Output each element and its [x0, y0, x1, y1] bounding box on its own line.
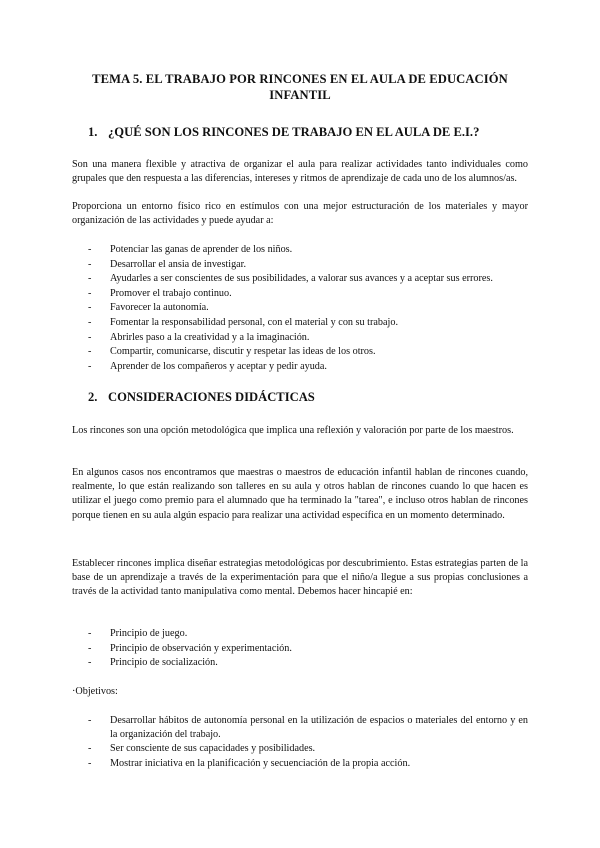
list-item: - Promover el trabajo continuo. — [88, 287, 528, 302]
section-1-bullet-list — [88, 243, 528, 374]
section-1-heading — [88, 124, 479, 140]
section-2-paragraph-3: Establecer rincones implica diseñar estrategias metodológicas por descubrimiento. Estas estrategias parten de la base de un aprendizaje a través de la experimentación para que el niño/a llegue a sus propias conclusiones a través de la actividad tanto manipulativa como mental. Debemos hacer hincapié en: — [72, 558, 528, 598]
list-item: - Fomentar la responsabilidad personal, con el material y con su trabajo. — [88, 316, 528, 331]
list-item: - Desarrollar el ansia de investigar. — [88, 258, 528, 273]
list-item: - Desarrollar hábitos de autonomía personal en la utilización de espacios o materiales del entorno y en la organización del trabajo. — [88, 714, 528, 742]
list-item: - Aprender de los compañeros y aceptar y pedir ayuda. — [88, 360, 528, 375]
section-2-paragraph-1: Los rincones son una opción metodológica que implica una reflexión y valoración por parte de los maestros. — [72, 425, 514, 436]
section-2-heading — [88, 389, 315, 405]
list-item: - Ser consciente de sus capacidades y posibilidades. — [88, 742, 528, 756]
section-2-paragraph-2: En algunos casos nos encontramos que maestras o maestros de educación infantil hablan de rincones cuando, realmente, lo que están realizando son talleres en su aula y otros hablan de rincones cuando lo que hacen es utilizar el juego como premio para el alumnado que ha terminado la "tarea", e incluso otros hablan de rincones porque tienen en su aula algún espacio para realizar una actividad específica en un momento determinado. — [72, 467, 528, 521]
list-item: - Potenciar las ganas de aprender de los niños. — [88, 243, 528, 258]
list-item: - Principio de socialización. — [88, 656, 528, 671]
list-item: - Compartir, comunicarse, discutir y respetar las ideas de los otros. — [88, 345, 528, 360]
title-line-1: TEMA 5. EL TRABAJO POR RINCONES EN EL AULA DE EDUCACIÓN — [92, 72, 508, 86]
section-1-heading-text: ¿QUÉ SON LOS RINCONES DE TRABAJO EN EL AULA DE E.I.? — [108, 125, 480, 139]
section-2-number: 2. — [88, 390, 98, 404]
list-item: - Favorecer la autonomía. — [88, 301, 528, 316]
list-item: - Mostrar iniciativa en la planificación y secuenciación de la propia acción. — [88, 757, 528, 771]
section-2-heading-text: CONSIDERACIONES DIDÁCTICAS — [108, 390, 315, 404]
section-1-paragraph-1: Son una manera flexible y atractiva de organizar el aula para realizar actividades tanto individuales como grupales que den respuesta a las diferencias, intereses y ritmos de aprendizaje de cada uno de los alumnos/as. — [72, 159, 528, 185]
principles-list — [88, 627, 528, 671]
list-item: - Principio de observación y experimentación. — [88, 642, 528, 657]
list-item: - Abrirles paso a la creatividad y a la imaginación. — [88, 331, 528, 346]
document-title — [72, 71, 528, 103]
section-1-number: 1. — [88, 125, 98, 139]
list-item: - Principio de juego. — [88, 627, 528, 642]
title-line-2: INFANTIL — [269, 88, 331, 102]
list-item: - Ayudarles a ser conscientes de sus posibilidades, a valorar sus avances y a aceptar sus errores. — [88, 272, 528, 287]
section-1-paragraph-2: Proporciona un entorno físico rico en estímulos con una mejor estructuración de los materiales y mayor organización de las actividades y puede ayudar a: — [72, 201, 528, 227]
objectives-label: ·Objetivos: — [72, 686, 118, 697]
objectives-list — [88, 714, 528, 771]
